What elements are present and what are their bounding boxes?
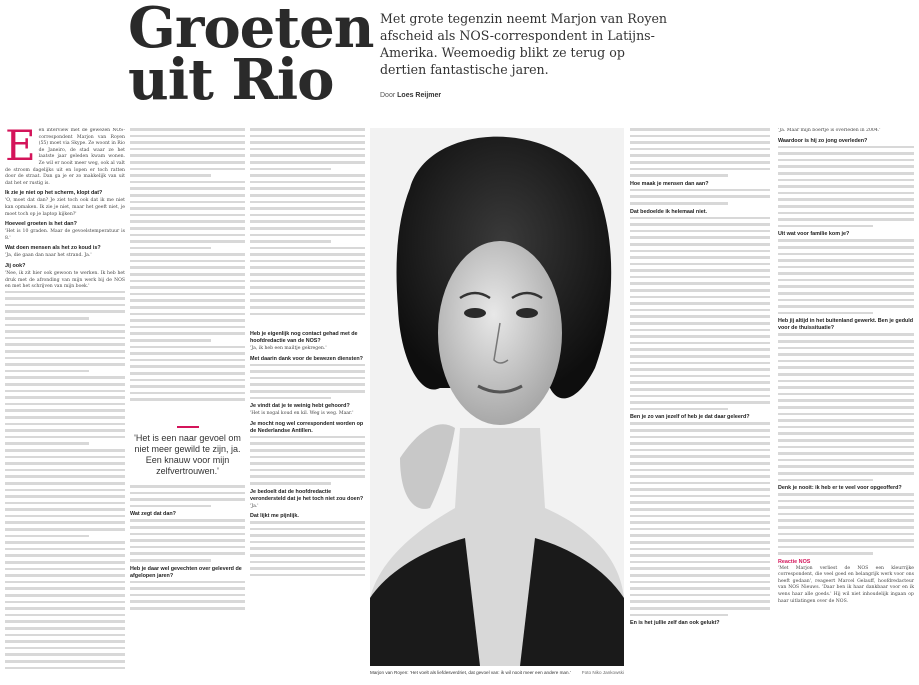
pull-quote <box>130 426 245 477</box>
portrait-photo <box>370 128 624 666</box>
byline <box>380 92 441 99</box>
answer: 'Nee, ik zit hier ook gewoon te werken. Ik heb het druk met de afronding van mijn werk bij de NOS en met het schrijven van mijn boek.' <box>5 270 125 290</box>
question: Uit wat voor familie kom je? <box>778 231 850 238</box>
question: Je vindt dat je te weinig hebt gehoord? <box>250 403 350 410</box>
photo-credit: Foto Niko Jankowski <box>581 670 624 675</box>
article-column-2 <box>130 128 245 673</box>
question: Wat doen mensen als het zo koud is? <box>5 245 101 252</box>
question: Heb je daar wel gevechten over geleverd de afgelopen jaren? <box>130 565 242 579</box>
lead-paragraph <box>5 128 125 187</box>
reaction-box-text: 'Met Marjon verliest de NOS een kleurrijke correspondent, die veel goed en belangrijk werk voor ons heeft gedaan', reageert Marcel Gelauff, hoofdredacteur van NOS Nieuws. 'Daar ben ik haar dankbaar voor en ik wens haar alle goeds.' Hij wil niet inhoudelijk ingaan op haar uitlatingen over de NOS. <box>778 565 914 604</box>
question: Heb je eigenlijk nog contact gehad met de hoofdredactie van de NOS? <box>250 331 358 344</box>
article-intro: Met grote tegenzin neemt Marjon van Royen afscheid als NOS-correspondent in Latijns-Amerika. Weemoedig blikt ze terug op dertien fantastische jaren. <box>380 11 668 77</box>
caption-text: Marjon van Royen: 'Het voelt als liefdesverdriet, dat gevoel van: ik wil nooit meer een andere man.' <box>370 670 571 675</box>
answer: 'Het is 10 graden. Maar de gevoelstemperatuur is 8.' <box>5 229 125 241</box>
question: Ben je zo van jezelf of heb je dat daar geleerd? <box>630 414 750 421</box>
drop-cap: E <box>5 128 36 170</box>
answer: 'Ja, ik heb een mailtje gekregen.' <box>250 346 327 351</box>
answer: 'Ja, die gaan dan naar het strand. Ja.' <box>5 253 92 259</box>
article-column-5 <box>778 128 914 673</box>
question: Heb jij altijd in het buitenland gewerkt. Ben je geduld voor de thuissituatie? <box>778 318 914 332</box>
body-text-placeholder <box>250 364 365 400</box>
article-column-1 <box>5 128 125 673</box>
body-text-placeholder <box>778 333 914 481</box>
reaction-box-title: Reactie NOS <box>778 559 811 566</box>
question: Hoeveel groeten is het dan? <box>5 221 77 228</box>
question: Wat zegt dat dan? <box>130 511 176 518</box>
article-title: Groeten uit Rio <box>128 0 374 113</box>
question: Je bedoelt dat de hoofdredactie verondersteld dat je het toch niet zou doen? <box>250 488 364 502</box>
body-text-placeholder <box>130 581 245 610</box>
body-text-placeholder <box>630 189 770 205</box>
photo-caption <box>370 670 624 675</box>
answer: 'Ja. Maar mijn boertje is overleden in 2004.' <box>778 128 881 133</box>
lead-text: en interview met de gewezen NOS-correspondent Marjon van Royen (55) moet via Skype. Ze woont in Rio de Janeiro, de stad waar ze het laatste jaar geleden kwam wonen. Ze wil er nooit meer weg, ook al valt de stroom dagelijks uit en lopen er toch ratten door de straat. Dan ga je er zo makkelijk van uit dat het er rustig is. <box>5 128 125 186</box>
body-text-placeholder <box>250 521 365 576</box>
answer: 'Ja.' <box>250 503 259 509</box>
pull-quote-text: 'Het is een naar gevoel om niet meer gewild te zijn, ja. Een knauw voor mijn zelfvertrouwen.' <box>134 433 241 476</box>
portrait-illustration <box>370 128 624 666</box>
question: Waardoor is hij zo jong overleden? <box>778 137 868 144</box>
body-text-placeholder <box>778 493 914 555</box>
body-text-placeholder <box>778 239 914 314</box>
body-text-placeholder <box>130 128 245 418</box>
body-text-placeholder <box>250 436 365 485</box>
question: Hoe maak je mensen dan aan? <box>630 180 709 187</box>
article-column-3 <box>250 128 365 673</box>
question: Ik zie je niet op het scherm, klopt dat? <box>5 190 103 197</box>
body-text-placeholder <box>250 128 365 328</box>
answer: 'O, moet dat dan? Je ziet toch ook dat ik me niet kan opmaken. Ik zie je niet, maar het geeft niet, je moet toch op je laptop kijken?' <box>5 198 125 217</box>
body-text-placeholder <box>630 422 770 616</box>
body-text-placeholder <box>130 485 245 507</box>
question: En is het jullie zelf dan ook gelukt? <box>630 620 720 627</box>
question: Je mocht nog wel correspondent worden op de Nederlandse Antillen. <box>250 420 364 434</box>
answer: 'Het is nogal koud en kil. Weg is weg. Maar.' <box>250 411 354 417</box>
body-text-placeholder <box>630 217 770 411</box>
body-text-placeholder <box>130 519 245 561</box>
question: Dat bedoelde ik helemaal niet. <box>630 208 707 215</box>
body-text-placeholder <box>5 291 125 673</box>
question: Met daarin dank voor de bewezen diensten? <box>250 355 363 362</box>
byline-author: Loes Reijmer <box>397 92 442 99</box>
pull-quote-bar <box>177 426 199 428</box>
body-text-placeholder <box>630 128 770 177</box>
byline-prefix: Door <box>380 92 396 99</box>
question: Denk je nooit: ik heb er te veel voor opgeofferd? <box>778 485 902 492</box>
body-text-placeholder <box>778 146 914 228</box>
question: Dat lijkt me pijnlijk. <box>250 513 299 520</box>
article-column-4 <box>630 128 770 673</box>
question: Jij ook? <box>5 262 26 269</box>
